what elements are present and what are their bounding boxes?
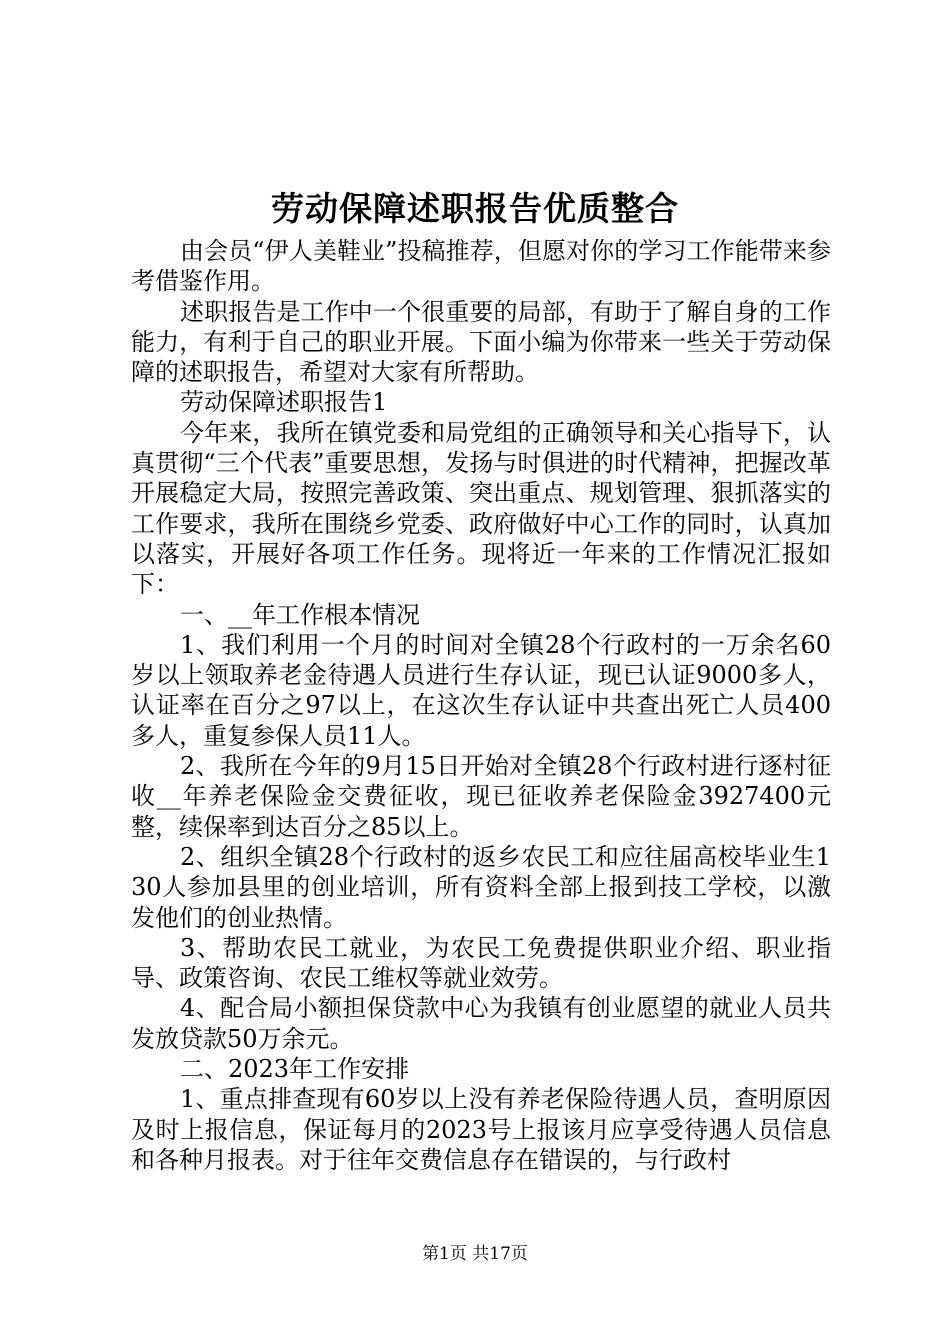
page-footer: 第1页 共17页 (422, 1244, 528, 1264)
document-body (131, 236, 831, 1175)
paragraph: 由会员“伊人美鞋业”投稿推荐，但愿对你的学习工作能带来参考借鉴作用。 (131, 237, 831, 296)
section-heading: 劳动保障述职报告1 (180, 388, 388, 417)
paragraph: 4、配合局小额担保贷款中心为我镇有创业愿望的就业人员共发放贷款50万余元。 (131, 994, 831, 1053)
paragraph: 1、重点排查现有60岁以上没有养老保险待遇人员，查明原因及时上报信息，保证每月的2023号上报该月应享受待遇人员信息和各种月报表。对于往年交费信息存在错误的，与行政村 (131, 1085, 831, 1174)
document-title: 劳动保障述职报告优质整合 (271, 189, 679, 228)
paragraph: 2、组织全镇28个行政村的返乡农民工和应往届高校毕业生130人参加县里的创业培训，所有资料全部上报到技工学校，以激发他们的创业热情。 (131, 842, 831, 932)
paragraph: 今年来，我所在镇党委和局党组的正确领导和关心指导下，认真贯彻“三个代表”重要思想，发扬与时俱进的时代精神，把握改革开展稳定大局，按照完善政策、突出重点、规划管理、狠抓落实的工作要求，我所在围绕乡党委、政府做好中心工作的同时，认真加以落实，开展好各项工作任务。现将近一年来的工作情况汇报如下： (131, 418, 831, 599)
section-heading: 一、__年工作根本情况 (180, 600, 420, 629)
paragraph: 3、帮助农民工就业，为农民工免费提供职业介绍、职业指导、政策咨询、农民工维权等就业效劳。 (131, 933, 831, 993)
paragraph: 1、我们利用一个月的时间对全镇28个行政村的一万余名60岁以上领取养老金待遇人员进行生存认证，现已认证9000多人，认证率在百分之97以上，在这次生存认证中共查出死亡人员400多人，重复参保人员11人。 (131, 630, 831, 750)
section-heading: 二、2023年工作安排 (180, 1055, 410, 1084)
paragraph: 述职报告是工作中一个很重要的局部，有助于了解自身的工作能力，有利于自己的职业开展。下面小编为你带来一些关于劳动保障的述职报告，希望对大家有所帮助。 (131, 297, 831, 387)
paragraph: 2、我所在今年的9月15日开始对全镇28个行政村进行逐村征收__年养老保险金交费征收，现已征收养老保险金3927400元整，续保率到达百分之85以上。 (131, 752, 831, 841)
